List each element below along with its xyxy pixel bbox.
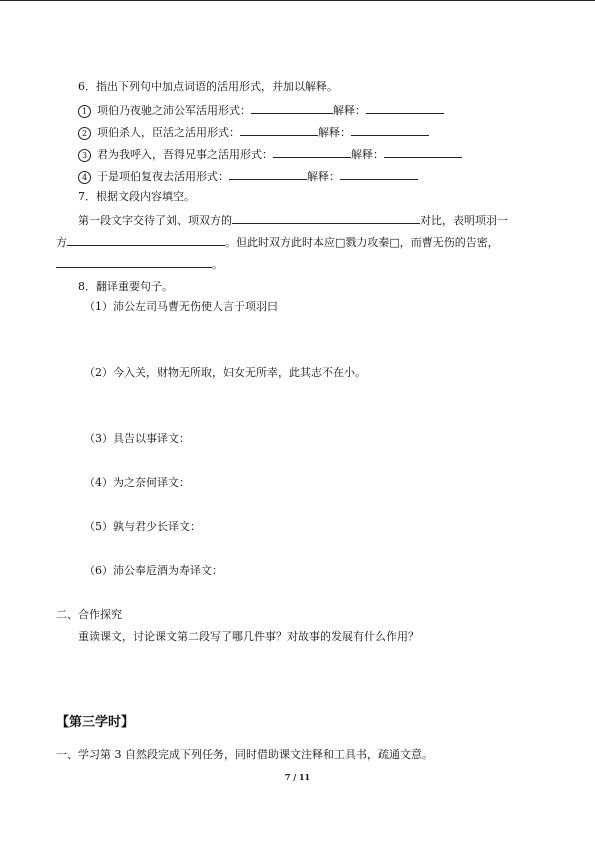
q8-title: 8．翻译重要句子。	[78, 280, 173, 293]
circled-number: 4	[78, 171, 91, 184]
q7-text: 。	[212, 258, 223, 271]
q7-text: 第一段文字交待了刘、项双方的	[78, 214, 232, 227]
section-2-title: 二、合作探究	[56, 608, 122, 621]
answer-blank[interactable]	[384, 146, 462, 158]
explain-label: 解释：	[333, 104, 366, 117]
section-3-heading: 【第三学时】	[56, 715, 135, 730]
q7-text: 。但此时双方此时本应□戮力攻秦□，而曹无伤的告密，	[225, 236, 499, 249]
q8-item-4: （4）为之奈何译文：	[84, 476, 190, 489]
page-number: 7 / 11	[284, 772, 311, 782]
q7-line-3	[56, 256, 223, 272]
answer-blank[interactable]	[229, 168, 307, 180]
q6-item-3	[78, 146, 462, 162]
answer-blank[interactable]	[366, 102, 444, 114]
answer-blank[interactable]	[232, 212, 420, 224]
answer-blank[interactable]	[340, 168, 418, 180]
q6-item-text: 于是项伯复夜去活用形式：	[97, 170, 229, 183]
q7-text: 对比，表明项羽一	[420, 214, 508, 227]
q6-item-text: 项伯乃夜驰之沛公军活用形式：	[97, 104, 251, 117]
q6-item-1	[78, 102, 444, 118]
q8-item-1: （1）沛公左司马曹无伤使人言于项羽曰	[84, 300, 278, 313]
answer-blank[interactable]	[251, 102, 333, 114]
q7-text: 方	[56, 236, 67, 249]
section-2-text: 重读课文，讨论课文第二段写了哪几件事？对故事的发展有什么作用？	[78, 630, 419, 643]
answer-blank[interactable]	[240, 124, 318, 136]
q6-item-text: 君为我呼入，吾得兄事之活用形式：	[97, 148, 273, 161]
circled-number: 3	[78, 149, 91, 162]
q7-line-1	[78, 212, 508, 228]
q6-item-text: 项伯杀人，臣活之活用形式：	[97, 126, 240, 139]
q7-title: 7．根据文段内容填空。	[78, 190, 195, 203]
explain-label: 解释：	[307, 170, 340, 183]
q6-title: 6．指出下列句中加点词语的活用形式，并加以解释。	[78, 80, 338, 93]
section-3-text: 一、学习第 3 自然段完成下列任务，同时借助课文注释和工具书，疏通文意。	[56, 748, 433, 761]
q8-item-6: （6）沛公奉卮酒为寿译文：	[84, 564, 223, 577]
explain-label: 解释：	[318, 126, 351, 139]
q8-item-2: （2）今入关，财物无所取，妇女无所幸，此其志不在小。	[84, 366, 366, 379]
answer-blank[interactable]	[351, 124, 429, 136]
circled-number: 1	[78, 105, 91, 118]
answer-blank[interactable]	[56, 256, 212, 268]
q7-line-2	[56, 234, 499, 250]
q8-item-5: （5）孰与君少长译文：	[84, 520, 201, 533]
circled-number: 2	[78, 127, 91, 140]
explain-label: 解释：	[351, 148, 384, 161]
answer-blank[interactable]	[67, 234, 225, 246]
answer-blank[interactable]	[273, 146, 351, 158]
q6-item-2	[78, 124, 429, 140]
q8-item-3: （3）具告以事译文：	[84, 432, 190, 445]
page-top-border	[0, 0, 595, 1]
q6-item-4	[78, 168, 418, 184]
